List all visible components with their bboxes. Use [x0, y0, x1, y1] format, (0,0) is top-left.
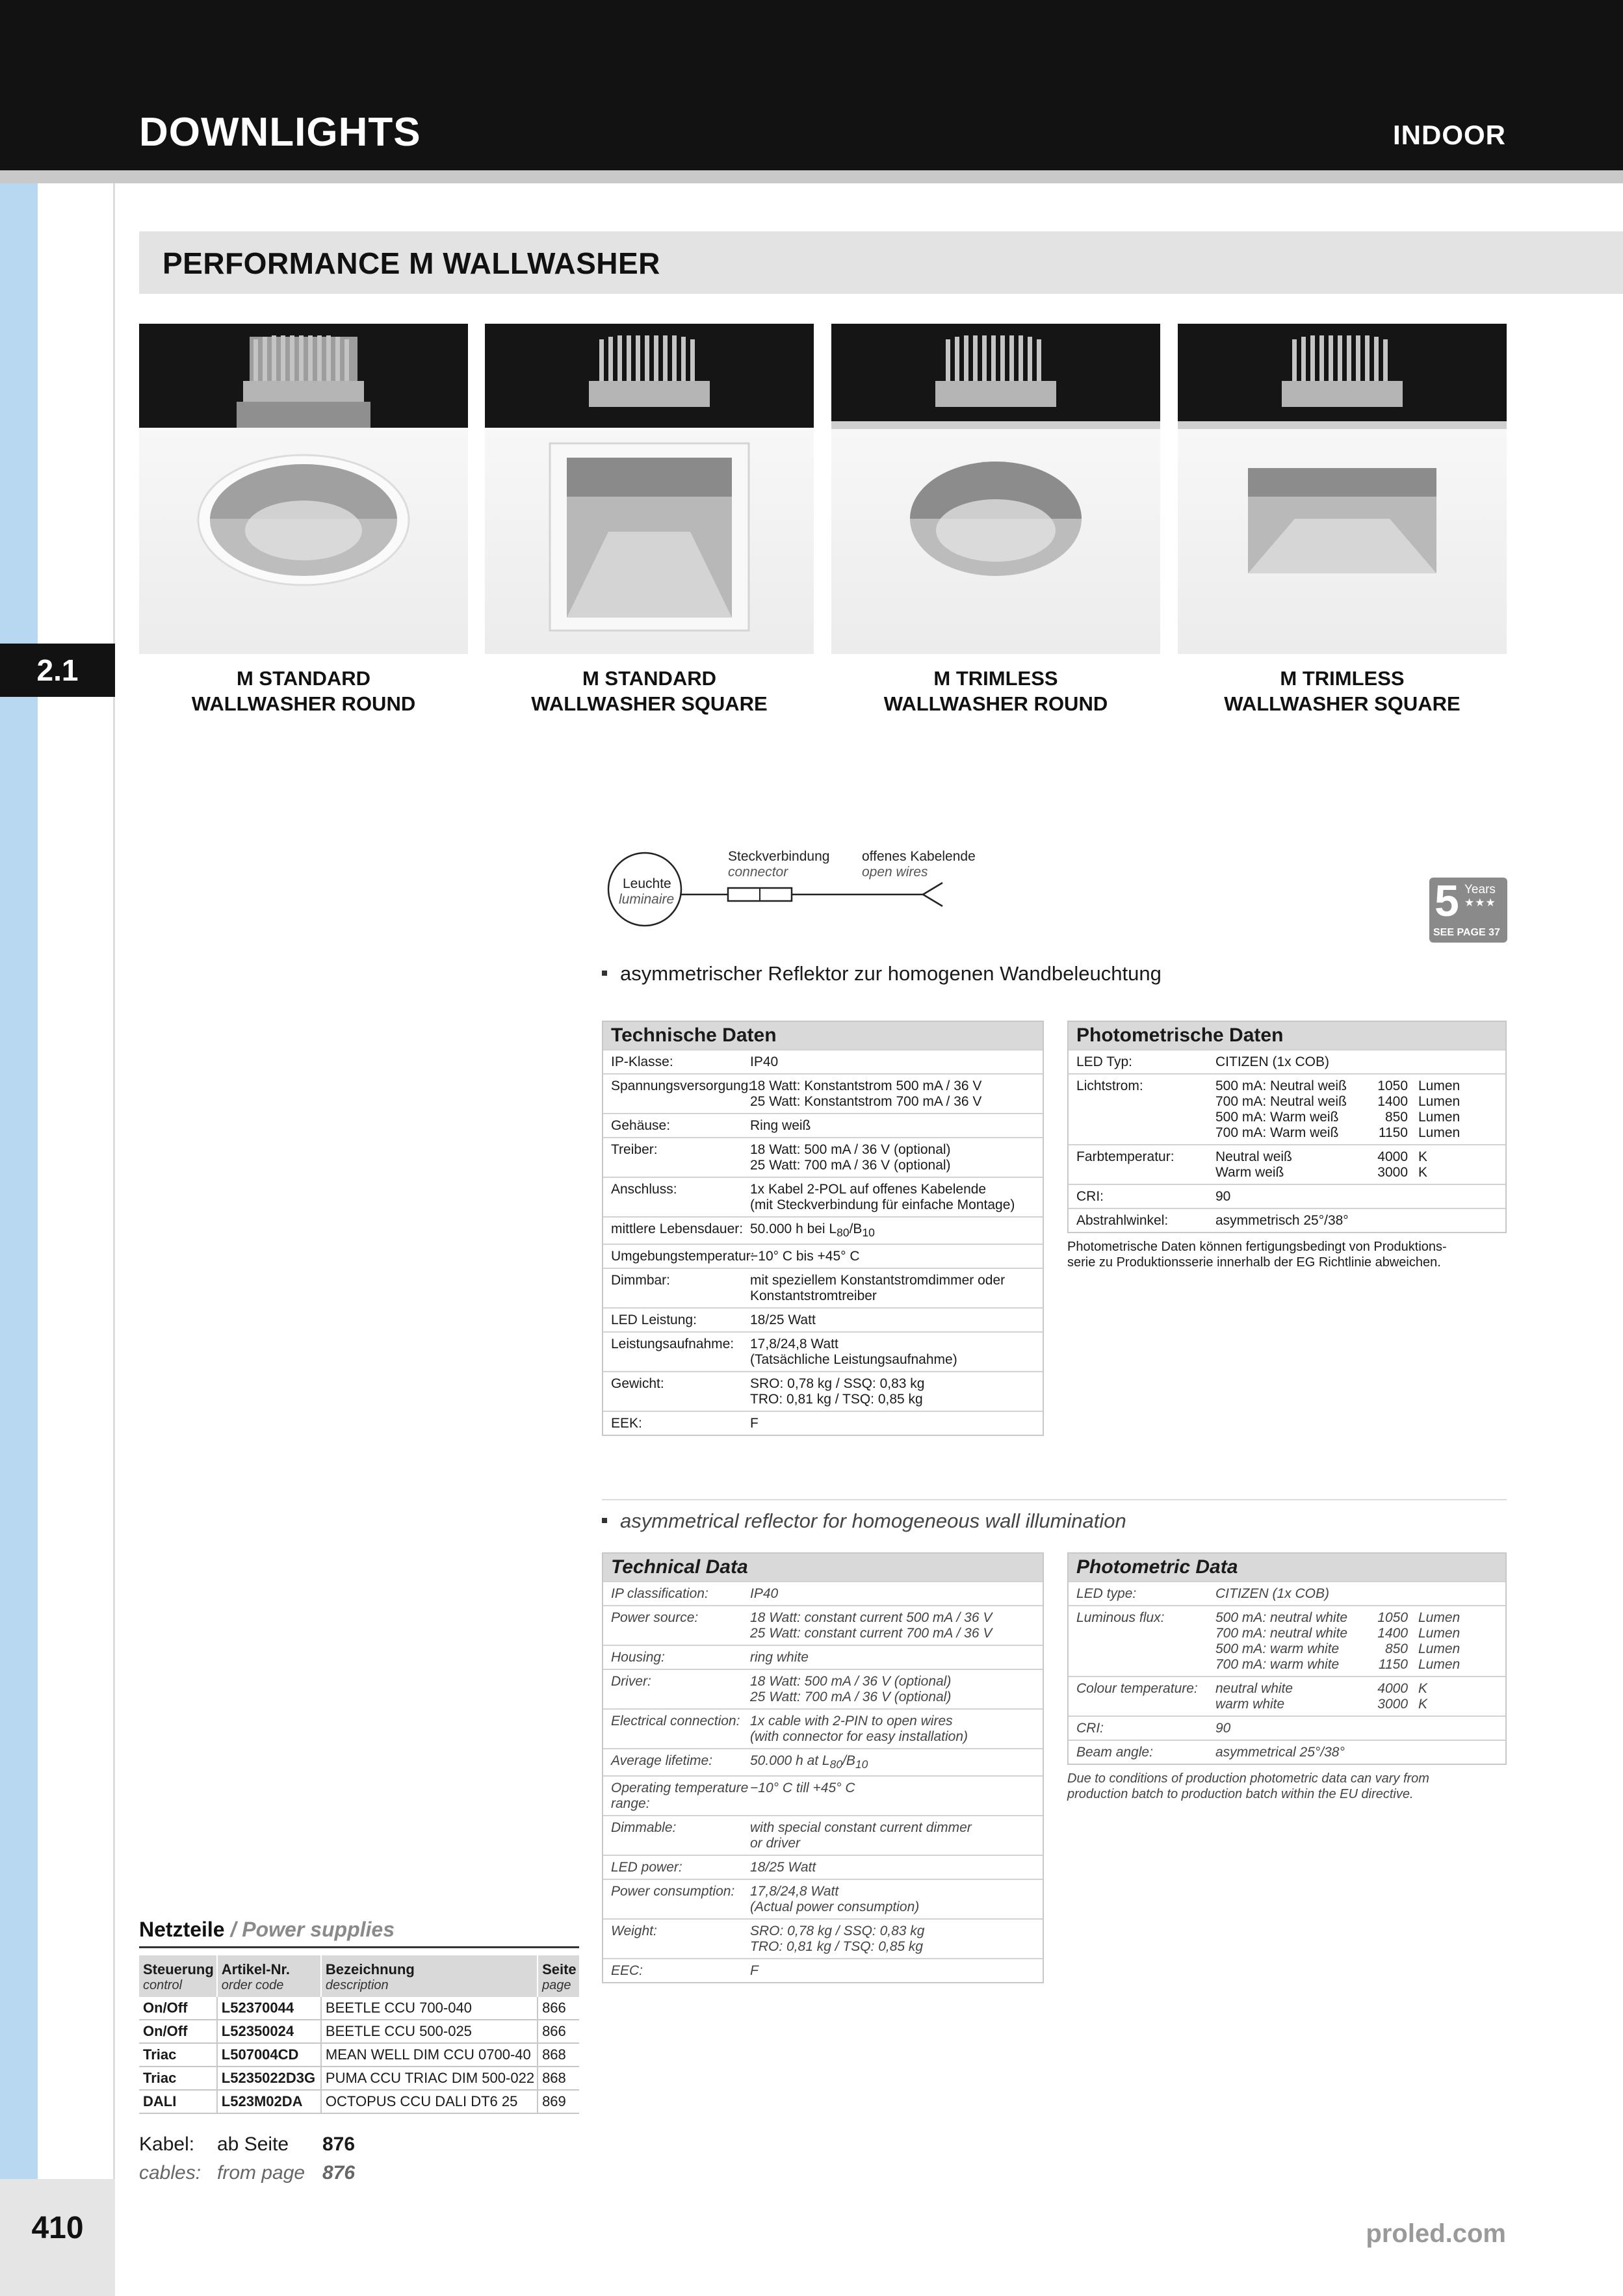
cables-page-link-en[interactable]: 876 [322, 2162, 356, 2184]
table-key: Weight: [611, 1924, 657, 1939]
luminaire-label-de: Leuchte [623, 876, 671, 891]
table-row [603, 1331, 1043, 1371]
value-number: 850 [1384, 1110, 1408, 1125]
table-value: −10° C till +45° C [750, 1781, 855, 1796]
product-image-standard-round[interactable] [139, 324, 468, 654]
table-value: 50.000 h at $L_{80}/B_{10}$ [750, 1753, 868, 1771]
warranty-badge[interactable] [1429, 878, 1507, 943]
table-value: asymmetrisch 25°/38° [1215, 1213, 1349, 1228]
table-key: IP classification: [611, 1586, 708, 1601]
table-value: SRO: 0,78 kg / SSQ: 0,83 kg TRO: 0,81 kg / TSQ: 0,85 kg [750, 1376, 925, 1407]
cell-desc: PUMA CCU TRIAC DIM 500-022 [321, 2067, 538, 2090]
side-color-strip [0, 183, 38, 2179]
table-row [603, 1216, 1043, 1244]
table-row [603, 1645, 1043, 1669]
table-row [603, 1855, 1043, 1879]
table-key: Dimmbar: [611, 1273, 671, 1288]
photometric-note-en: Due to conditions of production photometric data can vary from production batch to production batch within the EU directive. [1067, 1771, 1429, 1801]
column-header-description: Bezeichnung description [321, 1955, 538, 1997]
cell-desc: BEETLE CCU 700-040 [321, 1997, 538, 2020]
photometric-note-de: Photometrische Daten können fertigungsbedingt von Produktions- serie zu Produktionsserie innerhalb der EG Richtlinie abweichen. [1067, 1240, 1447, 1270]
star-icon: ★★★ [1464, 896, 1496, 909]
header-divider [0, 170, 1623, 183]
value-unit: K [1418, 1165, 1428, 1180]
cell-desc: OCTOPUS CCU DALI DT6 25 [321, 2090, 538, 2113]
product-caption-standard-square: M STANDARD WALLWASHER SQUARE [531, 667, 768, 715]
table-value: CITIZEN (1x COB) [1215, 1054, 1330, 1069]
table-value: with special constant current dimmer or driver [750, 1820, 972, 1851]
value-number: 1400 [1377, 1626, 1408, 1641]
table-value: 18/25 Watt [750, 1312, 816, 1328]
table-key: mittlere Lebensdauer: [611, 1221, 744, 1236]
table-key: Electrical connection: [611, 1714, 740, 1729]
table-key: LED Typ: [1076, 1054, 1132, 1069]
cell-control: On/Off [139, 1997, 217, 2020]
table-key: LED Leistung: [611, 1312, 697, 1328]
cell-control: Triac [139, 2067, 217, 2090]
value-line [1215, 1610, 1460, 1626]
table-row [603, 1411, 1043, 1435]
table-key: CRI: [1076, 1721, 1104, 1736]
table-key: Operating temperature range: [611, 1781, 749, 1812]
table-key: CRI: [1076, 1189, 1104, 1204]
value-line [1215, 1149, 1427, 1165]
table-value: 18 Watt: 500 mA / 36 V (optional) 25 Watt: 700 mA / 36 V (optional) [750, 1142, 951, 1173]
table-row [603, 1775, 1043, 1815]
table-value: IP40 [750, 1586, 779, 1601]
table-value: 90 [1215, 1721, 1231, 1736]
table-row [603, 1708, 1043, 1748]
column-header-order-code: Artikel-Nr. order code [217, 1955, 321, 1997]
color-temp-values [1215, 1681, 1427, 1712]
table-key: Leistungsaufnahme: [611, 1337, 734, 1352]
table-row[interactable] [139, 1997, 579, 2020]
category-title: DOWNLIGHTS [139, 110, 421, 155]
table-key: LED power: [611, 1860, 682, 1875]
table-value: ring white [750, 1650, 809, 1665]
table-key: Average lifetime: [611, 1753, 713, 1768]
table-key: Housing: [611, 1650, 665, 1665]
table-title: Technical Data [603, 1554, 1043, 1581]
table-key: Lichtstrom: [1076, 1078, 1143, 1093]
value-unit: Lumen [1418, 1078, 1461, 1093]
table-row[interactable] [139, 2067, 579, 2090]
table-value: 18 Watt: Konstantstrom 500 mA / 36 V 25 Watt: Konstantstrom 700 mA / 36 V [750, 1078, 982, 1109]
table-row [603, 1113, 1043, 1137]
open-wires-label-en: open wires [862, 865, 928, 880]
value-unit: K [1418, 1697, 1428, 1712]
table-row [603, 1815, 1043, 1855]
table-key: IP-Klasse: [611, 1054, 673, 1069]
table-key: Umgebungstemperatur: [611, 1249, 755, 1264]
flux-values [1215, 1078, 1460, 1141]
table-row [603, 1371, 1043, 1411]
table-key: Colour temperature: [1076, 1681, 1198, 1696]
cables-reference-en: cables: from page 876 [139, 2162, 356, 2184]
table-value: 90 [1215, 1189, 1231, 1204]
product-image-trimless-square[interactable] [1178, 324, 1507, 654]
value-line [1215, 1165, 1427, 1181]
table-row [603, 1918, 1043, 1958]
value-line [1215, 1094, 1460, 1110]
cell-page: 868 [538, 2067, 579, 2090]
table-row [603, 1748, 1043, 1775]
table-value: 18/25 Watt [750, 1860, 816, 1875]
table-value: 50.000 h bei $L_{80}/B_{10}$ [750, 1221, 875, 1240]
value-number: 4000 [1377, 1149, 1408, 1164]
wiring-diagram [598, 842, 1014, 927]
table-title: Photometrische Daten [1069, 1022, 1505, 1049]
website-link[interactable]: proled.com [1366, 2219, 1506, 2248]
cell-code: L52370044 [217, 1997, 321, 2020]
table-row [603, 1049, 1043, 1073]
table-value: F [750, 1416, 759, 1431]
table-value: 18 Watt: 500 mA / 36 V (optional) 25 Watt: 700 mA / 36 V (optional) [750, 1674, 952, 1704]
chapter-tab[interactable]: 2.1 [0, 644, 115, 697]
table-key: Abstrahlwinkel: [1076, 1213, 1169, 1228]
table-value: 1x cable with 2-PIN to open wires (with connector for easy installation) [750, 1714, 968, 1744]
technical-data-table-de [602, 1021, 1044, 1436]
cables-page-link-de[interactable]: 876 [322, 2133, 356, 2155]
table-row [603, 1958, 1043, 1982]
feature-bullet-en: asymmetrical reflector for homogeneous wall illumination [602, 1509, 1126, 1533]
table-row [603, 1177, 1043, 1216]
column-header-page: Seite page [538, 1955, 579, 1997]
table-value: −10° C bis +45° C [750, 1249, 860, 1264]
table-key: Farbtemperatur: [1076, 1149, 1175, 1164]
table-value: CITIZEN (1x COB) [1215, 1586, 1330, 1601]
section-title: PERFORMANCE M WALLWASHER [162, 246, 660, 280]
table-value: F [750, 1963, 759, 1979]
table-key: Dimmable: [611, 1820, 677, 1836]
table-key: Power source: [611, 1610, 699, 1625]
cell-page: 866 [538, 2020, 579, 2043]
cell-code: L507004CD [217, 2043, 321, 2067]
cell-code: L52350024 [217, 2020, 321, 2043]
table-key: Spannungsversorgung: [611, 1078, 753, 1093]
table-key: EEK: [611, 1416, 642, 1431]
warranty-years-number: 5 [1435, 876, 1459, 926]
power-supplies-table [139, 1955, 579, 2114]
table-value: mit speziellem Konstantstromdimmer oder Konstantstromtreiber [750, 1273, 1006, 1304]
table-value: 1x Kabel 2-POL auf offenes Kabelende (mit Steckverbindung für einfache Montage) [750, 1182, 1015, 1212]
value-label: Warm weiß [1215, 1165, 1284, 1180]
table-row [603, 1669, 1043, 1708]
side-divider [113, 183, 115, 2296]
table-key: Beam angle: [1076, 1745, 1153, 1760]
value-number: 3000 [1377, 1165, 1408, 1180]
page-number: 410 [31, 2211, 84, 2245]
cell-page: 868 [538, 2043, 579, 2067]
value-unit: Lumen [1418, 1657, 1461, 1672]
cell-desc: MEAN WELL DIM CCU 0700-40 [321, 2043, 538, 2067]
table-value: 18 Watt: constant current 500 mA / 36 V 25 Watt: constant current 700 mA / 36 V [750, 1610, 993, 1641]
cables-reference-de: Kabel: ab Seite 876 [139, 2133, 356, 2155]
table-title: Photometric Data [1069, 1554, 1505, 1581]
value-unit: Lumen [1418, 1610, 1461, 1625]
table-row [603, 1268, 1043, 1307]
table-value: 17,8/24,8 Watt (Tatsächliche Leistungsaufnahme) [750, 1337, 957, 1368]
table-row [603, 1879, 1043, 1918]
bullet-icon [602, 971, 607, 976]
photometric-data-table-en [1067, 1552, 1507, 1765]
table-row[interactable] [139, 2020, 579, 2043]
table-key: Anschluss: [611, 1182, 677, 1197]
table-key: EEC: [611, 1963, 643, 1979]
bullet-icon [602, 1518, 607, 1523]
cell-control: DALI [139, 2090, 217, 2113]
product-caption-trimless-round: M TRIMLESS WALLWASHER ROUND [883, 667, 1108, 715]
cell-page: 866 [538, 1997, 579, 2020]
value-number: 1050 [1377, 1078, 1408, 1093]
value-label: 700 mA: Neutral weiß [1215, 1094, 1347, 1109]
value-number: 3000 [1377, 1697, 1408, 1712]
table-key: Driver: [611, 1674, 651, 1689]
cell-desc: BEETLE CCU 500-025 [321, 2020, 538, 2043]
table-value: Ring weiß [750, 1118, 811, 1133]
table-value: 17,8/24,8 Watt (Actual power consumption) [750, 1884, 920, 1915]
value-unit: Lumen [1418, 1626, 1461, 1641]
luminaire-label-en: luminaire [619, 892, 675, 907]
value-label: Neutral weiß [1215, 1149, 1292, 1164]
flux-values [1215, 1610, 1460, 1673]
value-number: 4000 [1377, 1681, 1408, 1696]
table-row [603, 1605, 1043, 1645]
product-image-standard-square[interactable] [485, 324, 814, 654]
table-key: Gewicht: [611, 1376, 664, 1392]
value-line [1215, 1657, 1460, 1673]
cell-control: On/Off [139, 2020, 217, 2043]
product-caption-standard-round: M STANDARD WALLWASHER ROUND [191, 667, 416, 715]
table-title: Technische Daten [603, 1022, 1043, 1049]
value-label: 700 mA: Warm weiß [1215, 1125, 1339, 1140]
value-line [1215, 1697, 1427, 1712]
language-divider [602, 1499, 1507, 1500]
table-row[interactable] [139, 2090, 579, 2113]
color-temp-values [1215, 1149, 1427, 1181]
table-row [603, 1581, 1043, 1605]
value-line [1215, 1626, 1460, 1641]
connector-label-en: connector [728, 865, 788, 880]
open-wires-label-de: offenes Kabelende [862, 849, 976, 864]
cell-control: Triac [139, 2043, 217, 2067]
value-line [1215, 1078, 1460, 1094]
table-value: IP40 [750, 1054, 779, 1069]
table-row [603, 1244, 1043, 1268]
value-line [1215, 1125, 1460, 1141]
table-row [603, 1073, 1043, 1113]
table-value: asymmetrical 25°/38° [1215, 1745, 1345, 1760]
value-label: neutral white [1215, 1681, 1293, 1696]
feature-bullet-de: asymmetrischer Reflektor zur homogenen Wandbeleuchtung [602, 962, 1162, 985]
warranty-years-label: Years [1464, 883, 1496, 896]
table-row [603, 1137, 1043, 1177]
value-unit: Lumen [1418, 1641, 1461, 1656]
value-number: 1050 [1377, 1610, 1408, 1625]
warranty-see-page: SEE PAGE 37 [1433, 927, 1500, 938]
photometric-data-table-de [1067, 1021, 1507, 1233]
cell-code: L523M02DA [217, 2090, 321, 2113]
table-key: Power consumption: [611, 1884, 735, 1899]
cell-code: L5235022D3G [217, 2067, 321, 2090]
technical-data-table-en [602, 1552, 1044, 1983]
product-caption-trimless-square: M TRIMLESS WALLWASHER SQUARE [1224, 667, 1461, 715]
value-number: 1150 [1378, 1125, 1408, 1140]
table-key: Luminous flux: [1076, 1610, 1165, 1625]
value-label: 500 mA: Warm weiß [1215, 1110, 1339, 1125]
table-key: LED type: [1076, 1586, 1137, 1601]
value-label: warm white [1215, 1697, 1285, 1712]
value-line [1215, 1641, 1460, 1657]
column-header-control: Steuerung control [139, 1955, 217, 1997]
value-label: 500 mA: Neutral weiß [1215, 1078, 1347, 1093]
value-number: 850 [1384, 1641, 1408, 1656]
table-key: Treiber: [611, 1142, 658, 1157]
connector-label-de: Steckverbindung [728, 849, 830, 864]
table-row[interactable] [139, 2043, 579, 2067]
power-supplies-rule [139, 1946, 579, 1948]
power-supplies-title: Netzteile / Power supplies [139, 1918, 395, 1941]
table-row [603, 1307, 1043, 1331]
value-label: 500 mA: neutral white [1215, 1610, 1348, 1625]
value-unit: Lumen [1418, 1125, 1461, 1140]
value-unit: Lumen [1418, 1110, 1461, 1125]
value-label: 700 mA: neutral white [1215, 1626, 1348, 1641]
value-line [1215, 1681, 1427, 1697]
table-value: SRO: 0,78 kg / SSQ: 0,83 kg TRO: 0,81 kg / TSQ: 0,85 kg [750, 1924, 925, 1955]
value-unit: K [1418, 1681, 1428, 1696]
value-unit: Lumen [1418, 1094, 1461, 1109]
value-number: 1400 [1377, 1094, 1408, 1109]
location-label: INDOOR [1393, 120, 1506, 150]
value-label: 700 mA: warm white [1215, 1657, 1340, 1672]
value-number: 1150 [1378, 1657, 1408, 1672]
cell-page: 869 [538, 2090, 579, 2113]
value-unit: K [1418, 1149, 1428, 1164]
product-image-trimless-round[interactable] [831, 324, 1160, 654]
table-key: Gehäuse: [611, 1118, 671, 1133]
value-line [1215, 1110, 1460, 1125]
value-label: 500 mA: warm white [1215, 1641, 1340, 1656]
